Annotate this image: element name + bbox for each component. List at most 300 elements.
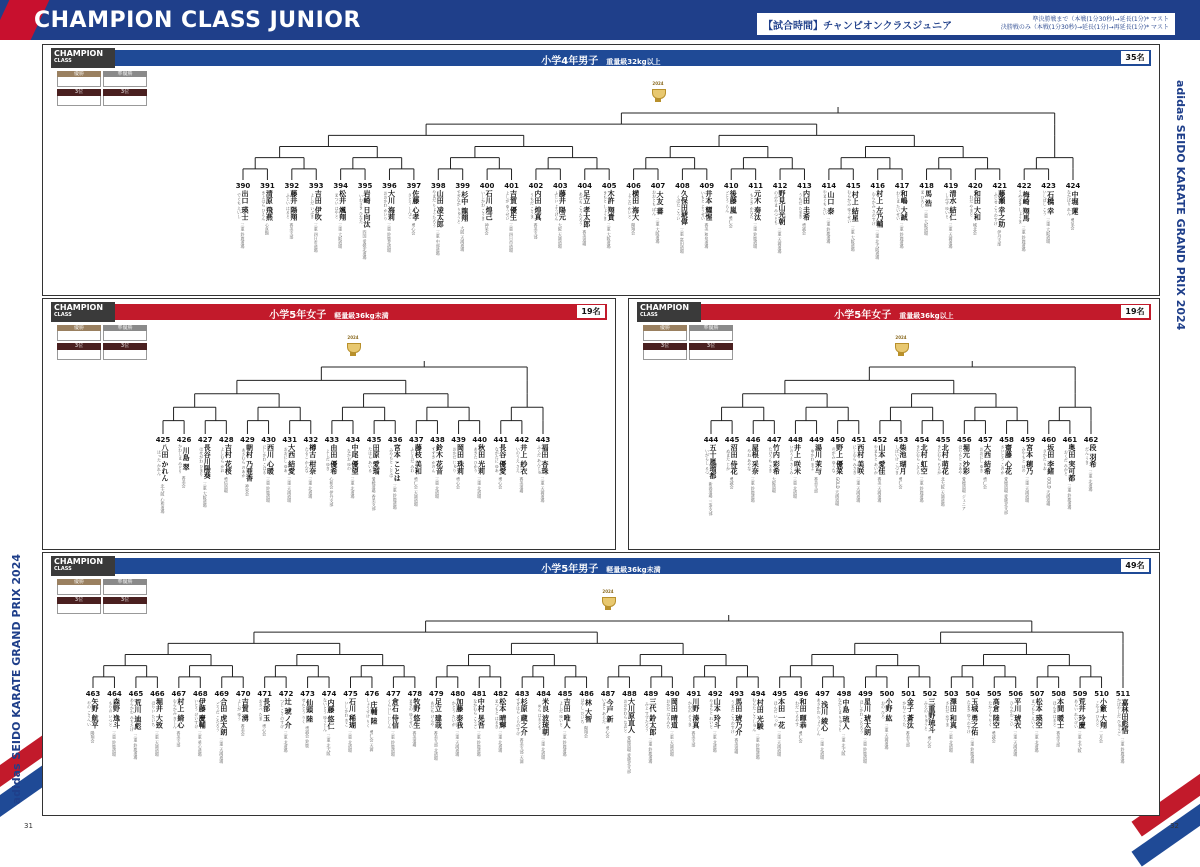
entrant <box>387 436 403 510</box>
entrant-name-row <box>479 190 495 220</box>
entrant-kana: いわさき ひなた <box>359 194 365 224</box>
entrant-name: 佐藤 心孝 <box>411 190 420 221</box>
entrant-number: 443 <box>535 436 551 444</box>
rules-line-2: 決勝戦のみ（本戦(1分30秒)→延長(1分)→再延長(1分)* マスト <box>1000 24 1169 31</box>
entrant <box>214 690 230 764</box>
entrant <box>176 436 192 488</box>
entrant <box>772 182 788 253</box>
entrant-dojo: 香美支部 <box>1056 731 1062 748</box>
entrant-number: 506 <box>1008 690 1024 698</box>
entrant-name-row <box>872 444 888 474</box>
entrant-name-row <box>626 190 642 220</box>
entrant-name: 坂田 李緒 <box>1046 444 1055 475</box>
entrant-dojo: 香美道場 <box>582 230 588 247</box>
entrant-name-row <box>699 190 715 220</box>
entrant-kana: なかお ゆの <box>347 448 352 470</box>
entrant-name-row <box>282 444 298 474</box>
entrant-name: 大川 海莉 <box>387 190 396 221</box>
entrant-kana: おくだ みかと <box>1063 450 1069 476</box>
entrant-name: 和田 大和 <box>973 190 982 221</box>
entrant-dojo: 香美会 <box>240 724 246 737</box>
entrant-number: 468 <box>192 690 208 698</box>
entrant-kana: あだち けんや <box>430 700 436 726</box>
entrant-dojo: 勇仁会 <box>798 731 804 744</box>
entrant-dojo: 香美支部 <box>533 223 539 240</box>
entrant-name: 吉賀 湧 <box>241 698 250 722</box>
entrant-name-row <box>579 698 595 723</box>
entrant-name-row <box>235 190 251 220</box>
entrant-number: 498 <box>836 690 852 698</box>
entrant <box>259 182 275 235</box>
entrant-number: 436 <box>387 436 403 444</box>
entrant-name-row <box>455 190 471 223</box>
entrant-number: 426 <box>176 436 192 444</box>
entrant-name: 森野 逸斗 <box>112 698 121 729</box>
entrant-name: 玉城 勇之佑 <box>970 698 979 736</box>
trophy-year: 2024 <box>895 335 907 340</box>
entrant <box>1008 690 1024 757</box>
entrant-dojo: 三重 四日市道場 <box>313 223 319 253</box>
weight-class: 軽量級36kg未満 <box>606 566 661 574</box>
entrant-dojo: 伊丹支部 <box>997 230 1003 247</box>
entrant-name: 久保田琥偉 <box>680 190 689 225</box>
entrant-name-row <box>535 444 551 474</box>
entrant-name-row <box>986 698 1002 728</box>
entrant <box>257 690 273 736</box>
entrant-name-row <box>471 698 487 728</box>
entrant-dojo: 心和会 伊丹支部 <box>329 477 335 507</box>
entrant <box>493 436 509 489</box>
entrant-number: 407 <box>650 182 666 190</box>
entrant-name-row <box>830 444 846 474</box>
entrant-dojo: 心真館 <box>264 223 270 236</box>
weight-class: 軽量級36kg未満 <box>334 312 389 320</box>
entrant-kana: つじ こうのすけ <box>280 698 286 728</box>
entrant <box>830 436 846 506</box>
entrant <box>626 182 642 235</box>
entrant-kana: だん うき <box>1085 447 1090 465</box>
award-label: 準優勝 <box>103 71 147 77</box>
entrant-name: 長部 玉 <box>262 698 271 722</box>
entrant-name-row <box>504 190 520 220</box>
entrant-name: 合田 虎太朗 <box>219 698 228 736</box>
award-label: 優勝 <box>57 579 101 585</box>
entrant-kana: わじま たいせい <box>896 190 902 220</box>
entrant-dojo: 三重 鈴鹿北道場 <box>386 223 392 253</box>
entrant-name-row <box>851 444 867 474</box>
entrant-number: 448 <box>788 436 803 444</box>
entrant-kana: かわしま みどり <box>178 444 184 474</box>
entrant-name: 小野 紘 <box>884 698 893 722</box>
badge-main: CHAMPION <box>54 557 104 566</box>
entrant-number: 442 <box>514 436 530 444</box>
entrant-name: 岡田 晴道 <box>670 698 679 729</box>
entrant-number: 451 <box>851 436 867 444</box>
entrant-dojo: 三重 鈴鹿道場 <box>1021 226 1027 252</box>
entrant-name-row <box>858 698 874 735</box>
entrant-name-row <box>1072 698 1088 728</box>
entrant-name: 松本 瑛空 <box>1035 698 1044 729</box>
entrant-dojo: 三重 天満道場 <box>219 738 225 764</box>
entrant <box>364 690 380 752</box>
entrant-name-row <box>364 698 380 727</box>
entrant-name-row <box>343 698 359 728</box>
entrant-kana: ひらかわ こい <box>1009 700 1015 726</box>
entrant-name-row <box>919 190 935 207</box>
entrant-name: 米良 波琉朝 <box>541 698 550 736</box>
entrant-number: 399 <box>455 182 471 190</box>
entrant-name: 浅川 綾心 <box>820 701 829 732</box>
side-event-title-left: adidas SEIDO KARATE GRAND PRIX 2024 <box>10 553 23 804</box>
entrant-name-row <box>643 698 659 735</box>
entrant-dojo: 三重 鈴鹿道場 <box>919 477 925 503</box>
entrant-dojo: 香美 天満道場 <box>877 477 883 503</box>
entrant-kana: ないとう ゆうじん <box>323 698 329 732</box>
entrant-name-row <box>106 698 122 728</box>
entrant-dojo: 三重 大阪道場 <box>338 223 344 249</box>
entrant-dojo: 香美支部 <box>905 731 911 748</box>
award-label: 3位 <box>689 343 733 350</box>
entrant-dojo: 三重 北道場 <box>350 477 356 499</box>
entrant-number: 417 <box>894 182 910 190</box>
entrant-name-row <box>171 698 187 728</box>
entrant-name: 朝村 乃亜香 <box>245 444 254 482</box>
entrant-kana: みやもと ことは <box>389 448 395 478</box>
entrant-name: 横田 海大 <box>631 190 640 221</box>
entrant <box>321 690 337 756</box>
entrant <box>343 690 359 753</box>
badge-sub: CLASS <box>54 58 72 64</box>
entrant-name-row <box>796 190 812 220</box>
entrant-kana: たかくら りく <box>988 700 994 726</box>
entrant-dojo: 三重 北大阪 <box>1077 731 1083 753</box>
entrant-name: 今戸 新 <box>606 698 614 723</box>
entrant-number: 501 <box>901 690 916 698</box>
entrant-number: 412 <box>772 182 788 190</box>
entrant-kana: さとう しんご <box>407 192 413 218</box>
entrant-name: 五十嵐瑠都 <box>709 444 717 479</box>
entrant-dojo: 三重 鈴鹿道場 <box>390 731 396 757</box>
entrant-number: 476 <box>364 690 380 698</box>
entrant-name: 藤井 陽翔 <box>289 190 298 221</box>
entrant-name: 吉田 唯人 <box>563 698 572 729</box>
entrant-number: 502 <box>922 690 938 698</box>
entrant-name-row <box>793 698 809 728</box>
entrant-number: 452 <box>872 436 888 444</box>
bracket-panel-u5girlsA <box>42 298 616 550</box>
entrant-dojo: 三重 北道場 <box>308 477 314 499</box>
entrant <box>1016 182 1032 252</box>
entrant-name-row <box>600 698 616 723</box>
entrant <box>451 436 467 489</box>
entrant <box>707 690 723 753</box>
entrant-name-row <box>1083 444 1099 467</box>
entrant <box>872 436 888 503</box>
entrant <box>1065 182 1081 230</box>
entrant-kana: なかぼり れん <box>1067 190 1072 216</box>
right-side-band <box>1164 40 1200 844</box>
entrant-number: 411 <box>748 182 763 190</box>
entrant-dojo: 勇気会 <box>1070 218 1076 231</box>
bracket-tree <box>43 553 1159 815</box>
entrant-name: 澤田 和真 <box>949 698 958 729</box>
division-name: 小学5年男子 <box>541 564 599 575</box>
entrant-number: 509 <box>1072 690 1088 698</box>
entrant <box>965 690 981 764</box>
entrant-name: 屋根 采奈 <box>751 444 760 475</box>
entrant <box>621 690 637 773</box>
entrant-number: 425 <box>155 436 171 444</box>
entrant-dojo: 三重 天満道場 <box>777 228 783 254</box>
entrant-dojo: 香美支部 <box>691 731 697 748</box>
entrant-dojo: 三重 鈴鹿道場 <box>562 731 568 757</box>
entrant-name-row <box>324 444 340 474</box>
entrant-number: 404 <box>577 182 593 190</box>
entrant-kana: いのうえ さくみ <box>789 444 795 474</box>
entrant-kana: むらかみ さのすけ <box>871 192 877 226</box>
entrant-name-row <box>894 190 910 220</box>
entrant-number: 418 <box>919 182 934 190</box>
weight-class: 重量級32kg以上 <box>606 58 661 66</box>
entrant-name: 馬 浩 <box>924 190 933 207</box>
entrant-name-row <box>387 444 403 481</box>
entrant-number: 454 <box>914 436 930 444</box>
entrant-name-row <box>357 190 373 227</box>
entrant <box>900 690 916 747</box>
page-number-left: 31 <box>24 822 33 830</box>
entrant-number: 431 <box>282 436 297 444</box>
entrant-dojo: 香美支部 <box>176 731 182 748</box>
entrant <box>308 182 324 253</box>
entrant-kana: ゆかわ まよ <box>810 448 816 470</box>
entrant-name-row <box>967 190 983 220</box>
entrant-name-row <box>261 444 277 474</box>
entrant-name: 川野 湊真 <box>691 698 700 729</box>
entrant-number: 456 <box>957 436 972 444</box>
bracket-panel-u5girlsB <box>628 298 1160 550</box>
entrant-kana: ごとう らん <box>725 191 731 213</box>
side-event-title-right: adidas SEIDO KARATE GRAND PRIX 2024 <box>1174 80 1187 331</box>
entrant <box>967 182 983 235</box>
entrant-dojo: 香美支部 北道場 <box>433 731 439 761</box>
entrant-name-row <box>836 698 852 731</box>
entrant <box>345 436 361 499</box>
entrant <box>703 436 719 515</box>
entrant-name-row <box>577 190 593 227</box>
entrant-kana: おおかわ かいり <box>383 190 389 220</box>
entrant-number: 496 <box>793 690 809 698</box>
entrant-number: 396 <box>382 182 397 190</box>
entrant-kana: まつもと えいく <box>1031 698 1037 728</box>
entrant <box>514 436 530 493</box>
entrant-name: 平川 琥衣 <box>1013 698 1022 729</box>
entrant <box>845 182 861 252</box>
entrant-dojo: 三重 天満道場 <box>1013 731 1019 757</box>
entrant-name-row <box>514 698 530 735</box>
entrant-name-row <box>85 698 101 728</box>
entrant <box>479 182 495 235</box>
entrant-name-row <box>922 698 938 733</box>
entrant-name-row <box>428 698 444 728</box>
entrant <box>821 182 837 244</box>
entrant-number: 500 <box>879 690 895 698</box>
entrant-kana: おおにし ゆあ <box>283 446 289 472</box>
entrant-name-row <box>943 190 959 220</box>
entrant-name-row <box>1065 190 1081 215</box>
entrant-number: 429 <box>240 436 255 444</box>
entrant-number: 394 <box>333 182 348 190</box>
entrant <box>450 690 466 757</box>
entrant-dojo: 勇誠会 <box>801 223 807 236</box>
entrant-dojo: 三重 鈴鹿道場 <box>111 731 117 757</box>
entrant-kana: いとう けいすけ <box>194 698 200 728</box>
entrant-name: 元木 奏汰 <box>753 190 762 221</box>
entrant <box>914 436 930 503</box>
entrant <box>643 690 659 764</box>
entrant-kana: なかむら こうご <box>473 698 479 728</box>
entrant-dojo: 三重 北道場 <box>948 731 954 753</box>
entrant-name-row <box>192 698 208 728</box>
entrant-name-row <box>1041 444 1057 474</box>
entrant-kana: わだ やまと <box>969 194 975 216</box>
entrant-name: 西村 美咲 <box>856 444 865 475</box>
entrant-name-row <box>1029 698 1045 728</box>
entrant-kana: しばいけ こづき <box>895 444 900 474</box>
entrant-kana: やね あやな <box>747 448 753 470</box>
entrant-name-row <box>214 698 230 735</box>
entrant-name-row <box>408 444 424 474</box>
entrant-kana: わだ てるやす <box>795 700 801 726</box>
entrant-number: 479 <box>429 690 444 698</box>
entrant-name: 内田 煌真 <box>533 190 542 221</box>
entrant <box>1041 182 1057 244</box>
entrant-dojo: 愛媛道場 愛媛北支部 <box>1004 477 1010 515</box>
entrant-dojo: GOLD 天満道場 <box>835 477 841 507</box>
entrant <box>85 690 101 743</box>
entrant-name: 内藤 悠仁 <box>327 699 336 730</box>
entrant-dojo: 大阪 天満道場 <box>557 223 563 249</box>
entrant-kana: さかた りお <box>1042 448 1048 470</box>
entrant-name-row <box>1020 444 1036 474</box>
entrant <box>577 182 593 246</box>
entrant <box>552 182 568 249</box>
entrant <box>197 436 213 507</box>
entrant-name-row <box>601 190 617 220</box>
entrant-dojo: 三重 天満道場 <box>455 731 461 757</box>
entrant-kana: おかだ じゅり <box>452 446 458 472</box>
entrant-dojo: 北大阪 天満道場 <box>940 477 946 507</box>
bracket-tree <box>43 45 1159 295</box>
entrant <box>977 436 993 489</box>
entrant-dojo: 三重 天満道場 <box>948 223 954 249</box>
entrant-kana: いしばし こう <box>1042 190 1048 216</box>
entrant <box>699 182 715 249</box>
entrant <box>579 690 595 738</box>
entrant-number: 415 <box>845 182 861 190</box>
award-label: 3位 <box>57 597 101 604</box>
entrant-dojo: 勇仁会 <box>728 216 734 229</box>
entrant-name-row <box>943 698 959 728</box>
award-label: 準優勝 <box>103 325 147 331</box>
entrant-name: 仙頭 陸 <box>305 698 314 723</box>
entrant <box>235 690 251 736</box>
entrant-dojo: 三重 鈴鹿道場 <box>1120 738 1126 764</box>
entrant-name: 中堀 蓮 <box>1071 190 1079 215</box>
entrant <box>935 436 951 507</box>
entrant-dojo: 三重 北道場 <box>712 731 718 753</box>
entrant-number: 410 <box>723 182 739 190</box>
entrant-kana: いしかわ こうき <box>481 190 487 220</box>
entrant-number: 419 <box>943 182 959 190</box>
entrant-dojo: 三重 北大阪道場 <box>875 230 881 260</box>
award-label: 3位 <box>57 343 101 350</box>
entrant-name: 伊藤 慶輔 <box>198 698 207 729</box>
entrant-dojo: 愛媛道場 香美支部 <box>371 477 377 511</box>
entrant-name: 田原 愛瑠 <box>372 444 381 475</box>
entrant-name: 長谷 優愛 <box>498 444 507 475</box>
entrant-number: 433 <box>324 436 340 444</box>
entrant-kana: みよ すずたろう <box>644 702 650 732</box>
entrant <box>1051 690 1067 747</box>
entrant-kana: すぎなか りゅうと <box>456 190 462 224</box>
entrant-number: 473 <box>300 690 315 698</box>
entrant-dojo: 三重 鈴鹿道場 <box>899 223 905 249</box>
entrant-kana: ぬまた じか <box>726 448 732 470</box>
entrant-name-row <box>407 698 423 728</box>
entrant-number: 510 <box>1094 690 1109 698</box>
entrant <box>787 436 803 499</box>
entrant <box>381 182 397 253</box>
entrant-name: 吉村 花桜 <box>224 444 233 475</box>
entrant-name-row <box>772 190 788 225</box>
entrant-name-row <box>155 444 171 481</box>
entrant-dojo: 香美道場 <box>734 738 740 755</box>
entrant-kana: ふじい はると <box>285 192 291 218</box>
entrant-name: 井上 咲未 <box>793 444 802 475</box>
division-name: 小学4年男子 <box>541 56 599 67</box>
trophy-year: 2024 <box>602 589 614 594</box>
entrant-dojo: 愛媛道場 愛媛北支部 <box>626 736 632 774</box>
entrant-dojo: 三重 天満道場 <box>777 731 783 757</box>
entrant-name: 竹内 彩希 <box>772 444 781 475</box>
entrant-kana: ほりもと さあや <box>958 444 964 474</box>
entrant <box>303 436 319 499</box>
entrant-number: 420 <box>968 182 983 190</box>
award-label: 3位 <box>103 89 147 96</box>
entrant-name-row <box>992 190 1008 227</box>
entrant-name: 福田 杏珠 <box>541 444 549 475</box>
entrant-name: 大西 結愛 <box>287 444 296 475</box>
entrant <box>809 436 825 493</box>
entrant-dojo: 香美道場 <box>412 731 418 748</box>
entrant-number: 472 <box>278 690 294 698</box>
entrant-number: 470 <box>235 690 251 698</box>
entrant-name: 藤枝 美和 <box>414 444 423 475</box>
entrant-number: 484 <box>536 690 551 698</box>
entrant-name-row <box>787 444 803 474</box>
entrant-number: 455 <box>935 436 951 444</box>
entrant-name: 庄輔 陸 <box>369 700 378 725</box>
entrant-number: 461 <box>1062 436 1078 444</box>
entrant-dojo: 三重 中部道場 <box>435 230 441 256</box>
rules-line-1: 準決勝戦まで（本戦(1分30秒)→延長(1分)* マスト <box>1032 16 1169 23</box>
entrant-name-row <box>278 698 294 728</box>
entrant-name: 大友 蕃 <box>656 190 664 215</box>
entrant-dojo: 勇誠会 <box>729 477 735 490</box>
entrant-kana: みえの りゅうと <box>923 700 929 731</box>
entrant-name-row <box>300 698 316 723</box>
entrant-kana: おの ひろ <box>880 701 886 719</box>
